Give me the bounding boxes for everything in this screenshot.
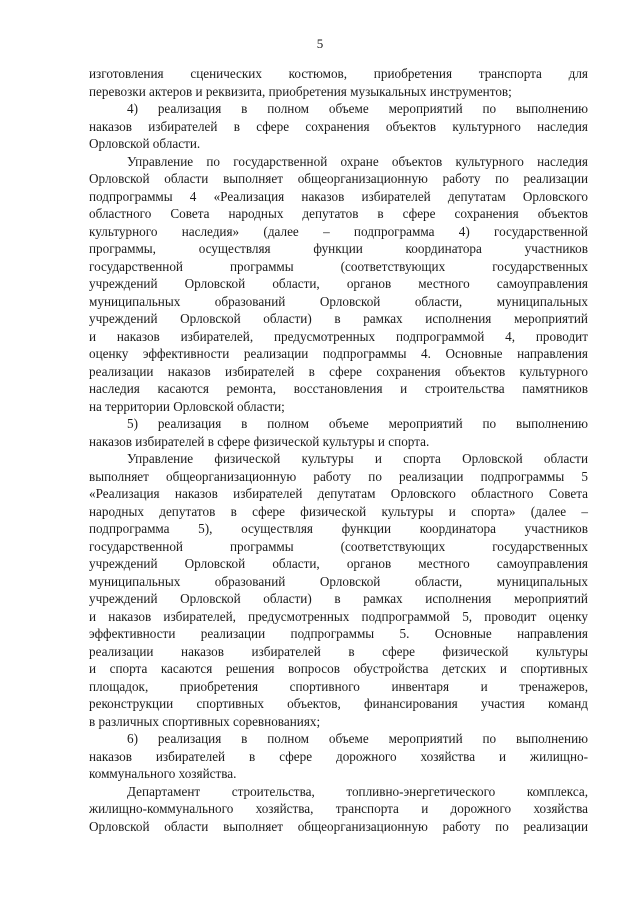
text-line: народных депутатов в сфере физической культуры и спорта» (далее – xyxy=(89,503,588,519)
text-line: площадок, приобретения спортивного инвентаря и тренажеров, xyxy=(89,678,588,694)
text-line: Орловской области выполняет общеорганизационную работу по реализации xyxy=(89,171,588,186)
text-line: государственной программы (соответствующих государственных xyxy=(89,258,588,274)
paragraph xyxy=(89,100,588,153)
text-line: эффективности реализации подпрограммы 5. Основные направления xyxy=(89,626,588,641)
text-line: муниципальных образований Орловской области, муниципальных xyxy=(89,573,588,589)
text-line: Орловской области выполняет общеорганизационную работу по реализации xyxy=(89,818,588,834)
text-line: учреждений Орловской области, органов местного самоуправления xyxy=(89,276,588,291)
text-line: подпрограмма 5), осуществляя функции координатора участников xyxy=(89,521,588,536)
paragraph xyxy=(89,153,588,416)
text-line: Орловской области. xyxy=(89,136,201,151)
text-line: культурного наследия» (далее – подпрограмма 4) государственной xyxy=(89,223,588,239)
paragraph xyxy=(89,783,588,836)
paragraph xyxy=(89,65,588,100)
text-line: реконструкции спортивных объектов, финансирования участия команд xyxy=(89,696,588,711)
text-line: реализации наказов избирателей в сфере сохранения объектов культурного xyxy=(89,363,588,379)
text-line: выполняет общеорганизационную работу по реализации подпрограммы 5 xyxy=(89,468,588,484)
text-line: учреждений Орловской области) в рамках исполнения мероприятий xyxy=(89,311,588,326)
text-line: и наказов избирателей, предусмотренных подпрограммой 4, проводит xyxy=(89,328,588,344)
text-line: областного Совета народных депутатов в сфере сохранения объектов xyxy=(89,206,588,221)
text-line: наказов избирателей в сфере сохранения объектов культурного наследия xyxy=(89,118,588,134)
text-line: 6) реализация в полном объеме мероприятий по выполнению xyxy=(127,731,588,746)
page-number: 5 xyxy=(316,36,324,51)
paragraph xyxy=(89,450,588,730)
text-line: наказов избирателей в сфере дорожного хозяйства и жилищно- xyxy=(89,748,588,764)
text-line: муниципальных образований Орловской области, муниципальных xyxy=(89,293,588,309)
text-line: 4) реализация в полном объеме мероприятий по выполнению xyxy=(127,101,588,116)
text-line: изготовления сценических костюмов, приобретения транспорта для xyxy=(89,66,588,81)
text-line: государственной программы (соответствующих государственных xyxy=(89,538,588,554)
text-line: Управление физической культуры и спорта Орловской области xyxy=(127,451,588,466)
text-line: и наказов избирателей, предусмотренных подпрограммой 5, проводит оценку xyxy=(89,608,588,624)
text-line: наследия касаются ремонта, восстановления и строительства памятников xyxy=(89,381,588,396)
paragraph xyxy=(89,730,588,783)
text-line: оценку эффективности реализации подпрограммы 4. Основные направления xyxy=(89,346,588,361)
text-line: в различных спортивных соревнованиях; xyxy=(89,713,321,729)
text-line: Управление по государственной охране объектов культурного наследия xyxy=(127,153,588,169)
text-line: и спорта касаются решения вопросов обустройства детских и спортивных xyxy=(89,661,588,676)
text-line: подпрограммы 4 «Реализация наказов избирателей депутатам Орловского xyxy=(89,188,588,204)
paragraph xyxy=(89,415,588,450)
text-line: «Реализация наказов избирателей депутатам Орловского областного Совета xyxy=(89,486,588,501)
text-line: перевозки актеров и реквизита, приобретения музыкальных инструментов; xyxy=(89,83,512,99)
text-line: реализации наказов избирателей в сфере физической культуры xyxy=(89,643,588,659)
text-line: Департамент строительства, топливно-энергетического комплекса, xyxy=(127,783,588,799)
text-line: наказов избирателей в сфере физической культуры и спорта. xyxy=(89,433,430,449)
text-line: учреждений Орловской области, органов местного самоуправления xyxy=(89,556,588,571)
text-line: программы, осуществляя функции координатора участников xyxy=(89,241,588,256)
body-text xyxy=(89,65,588,835)
text-line: учреждений Орловской области) в рамках исполнения мероприятий xyxy=(89,591,588,606)
text-line: коммунального хозяйства. xyxy=(89,766,237,781)
text-line: 5) реализация в полном объеме мероприятий по выполнению xyxy=(127,416,588,431)
text-line: на территории Орловской области; xyxy=(89,398,285,414)
text-line: жилищно-коммунального хозяйства, транспорта и дорожного хозяйства xyxy=(89,801,588,816)
